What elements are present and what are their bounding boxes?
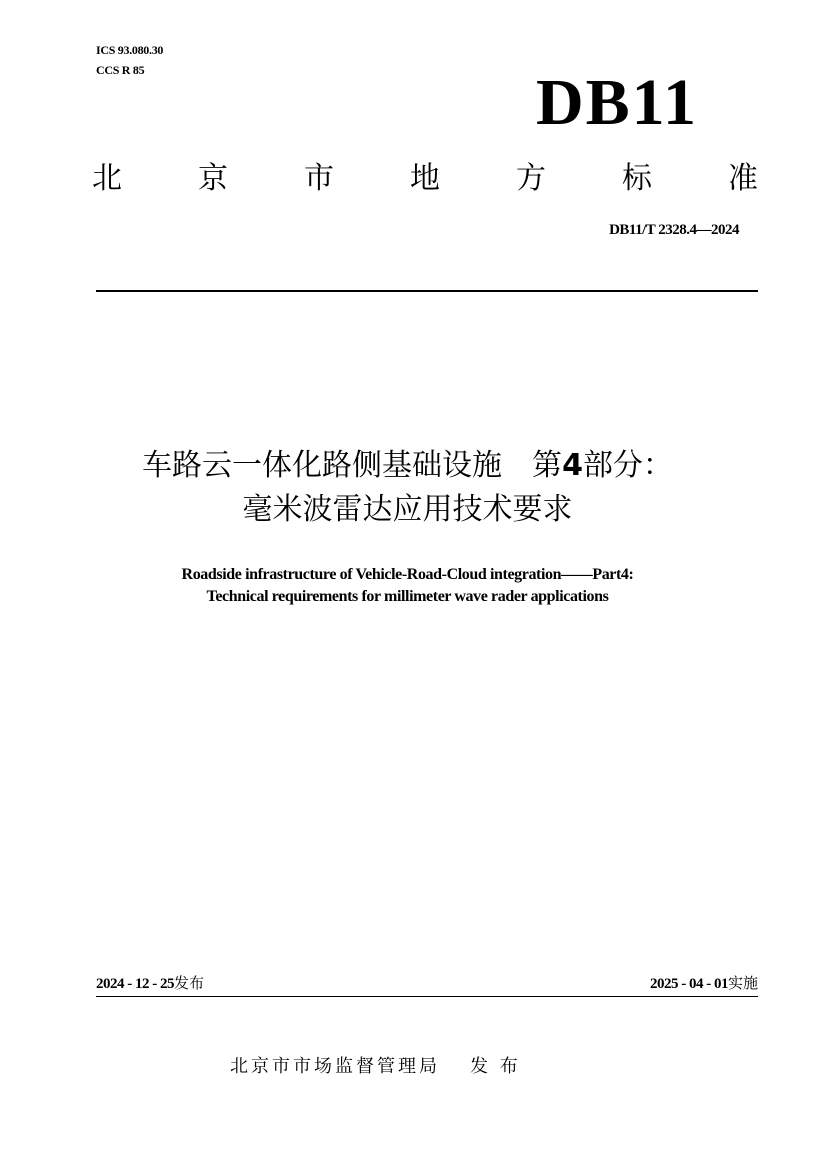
publish-date-value: 2024 - 12 - 25 — [96, 976, 174, 992]
authority-char: 地 — [410, 161, 440, 196]
authority-char: 方 — [516, 161, 546, 196]
authority-char: 市 — [304, 161, 334, 196]
chinese-title-line2: 毫米波雷达应用技术要求 — [242, 492, 573, 527]
publish-label: 发布 — [174, 974, 205, 992]
effective-date — [650, 972, 758, 993]
publish-date — [96, 972, 204, 993]
footer-divider — [96, 996, 758, 997]
title-part-number: 4 — [562, 448, 583, 483]
english-title — [30, 564, 785, 608]
header-divider — [96, 290, 758, 292]
chinese-title — [40, 444, 775, 532]
english-title-line2: Technical requirements for millimeter wave rader applications — [206, 588, 609, 605]
title-prefix: 车路云一体化路侧基础设施 第 — [142, 448, 563, 483]
standard-number: DB11/T 2328.4—2024 — [609, 222, 739, 238]
authority-char: 标 — [622, 161, 652, 196]
chinese-title-line1 — [40, 444, 775, 488]
authority-char: 京 — [198, 161, 228, 196]
effective-date-value: 2025 - 04 - 01 — [649, 976, 728, 992]
english-title-line1: Roadside infrastructure of Vehicle-Road-Cloud integration——Part4: — [181, 566, 634, 583]
title-suffix: 部分： — [582, 448, 673, 483]
issuer-label: 发 布 — [470, 1056, 521, 1077]
issuer-name: 北京市市场监督管理局 — [230, 1056, 440, 1077]
ccs-code: CCS R 85 — [96, 63, 145, 77]
effective-label: 实施 — [727, 974, 758, 992]
ics-code: ICS 93.080.30 — [96, 43, 164, 57]
issuing-authority — [230, 1052, 521, 1078]
standard-authority-heading — [92, 158, 758, 200]
db11-logo: DB11 — [535, 66, 698, 139]
classification-codes — [96, 40, 163, 80]
authority-char: 准 — [728, 161, 758, 196]
authority-char: 北 — [92, 161, 122, 196]
